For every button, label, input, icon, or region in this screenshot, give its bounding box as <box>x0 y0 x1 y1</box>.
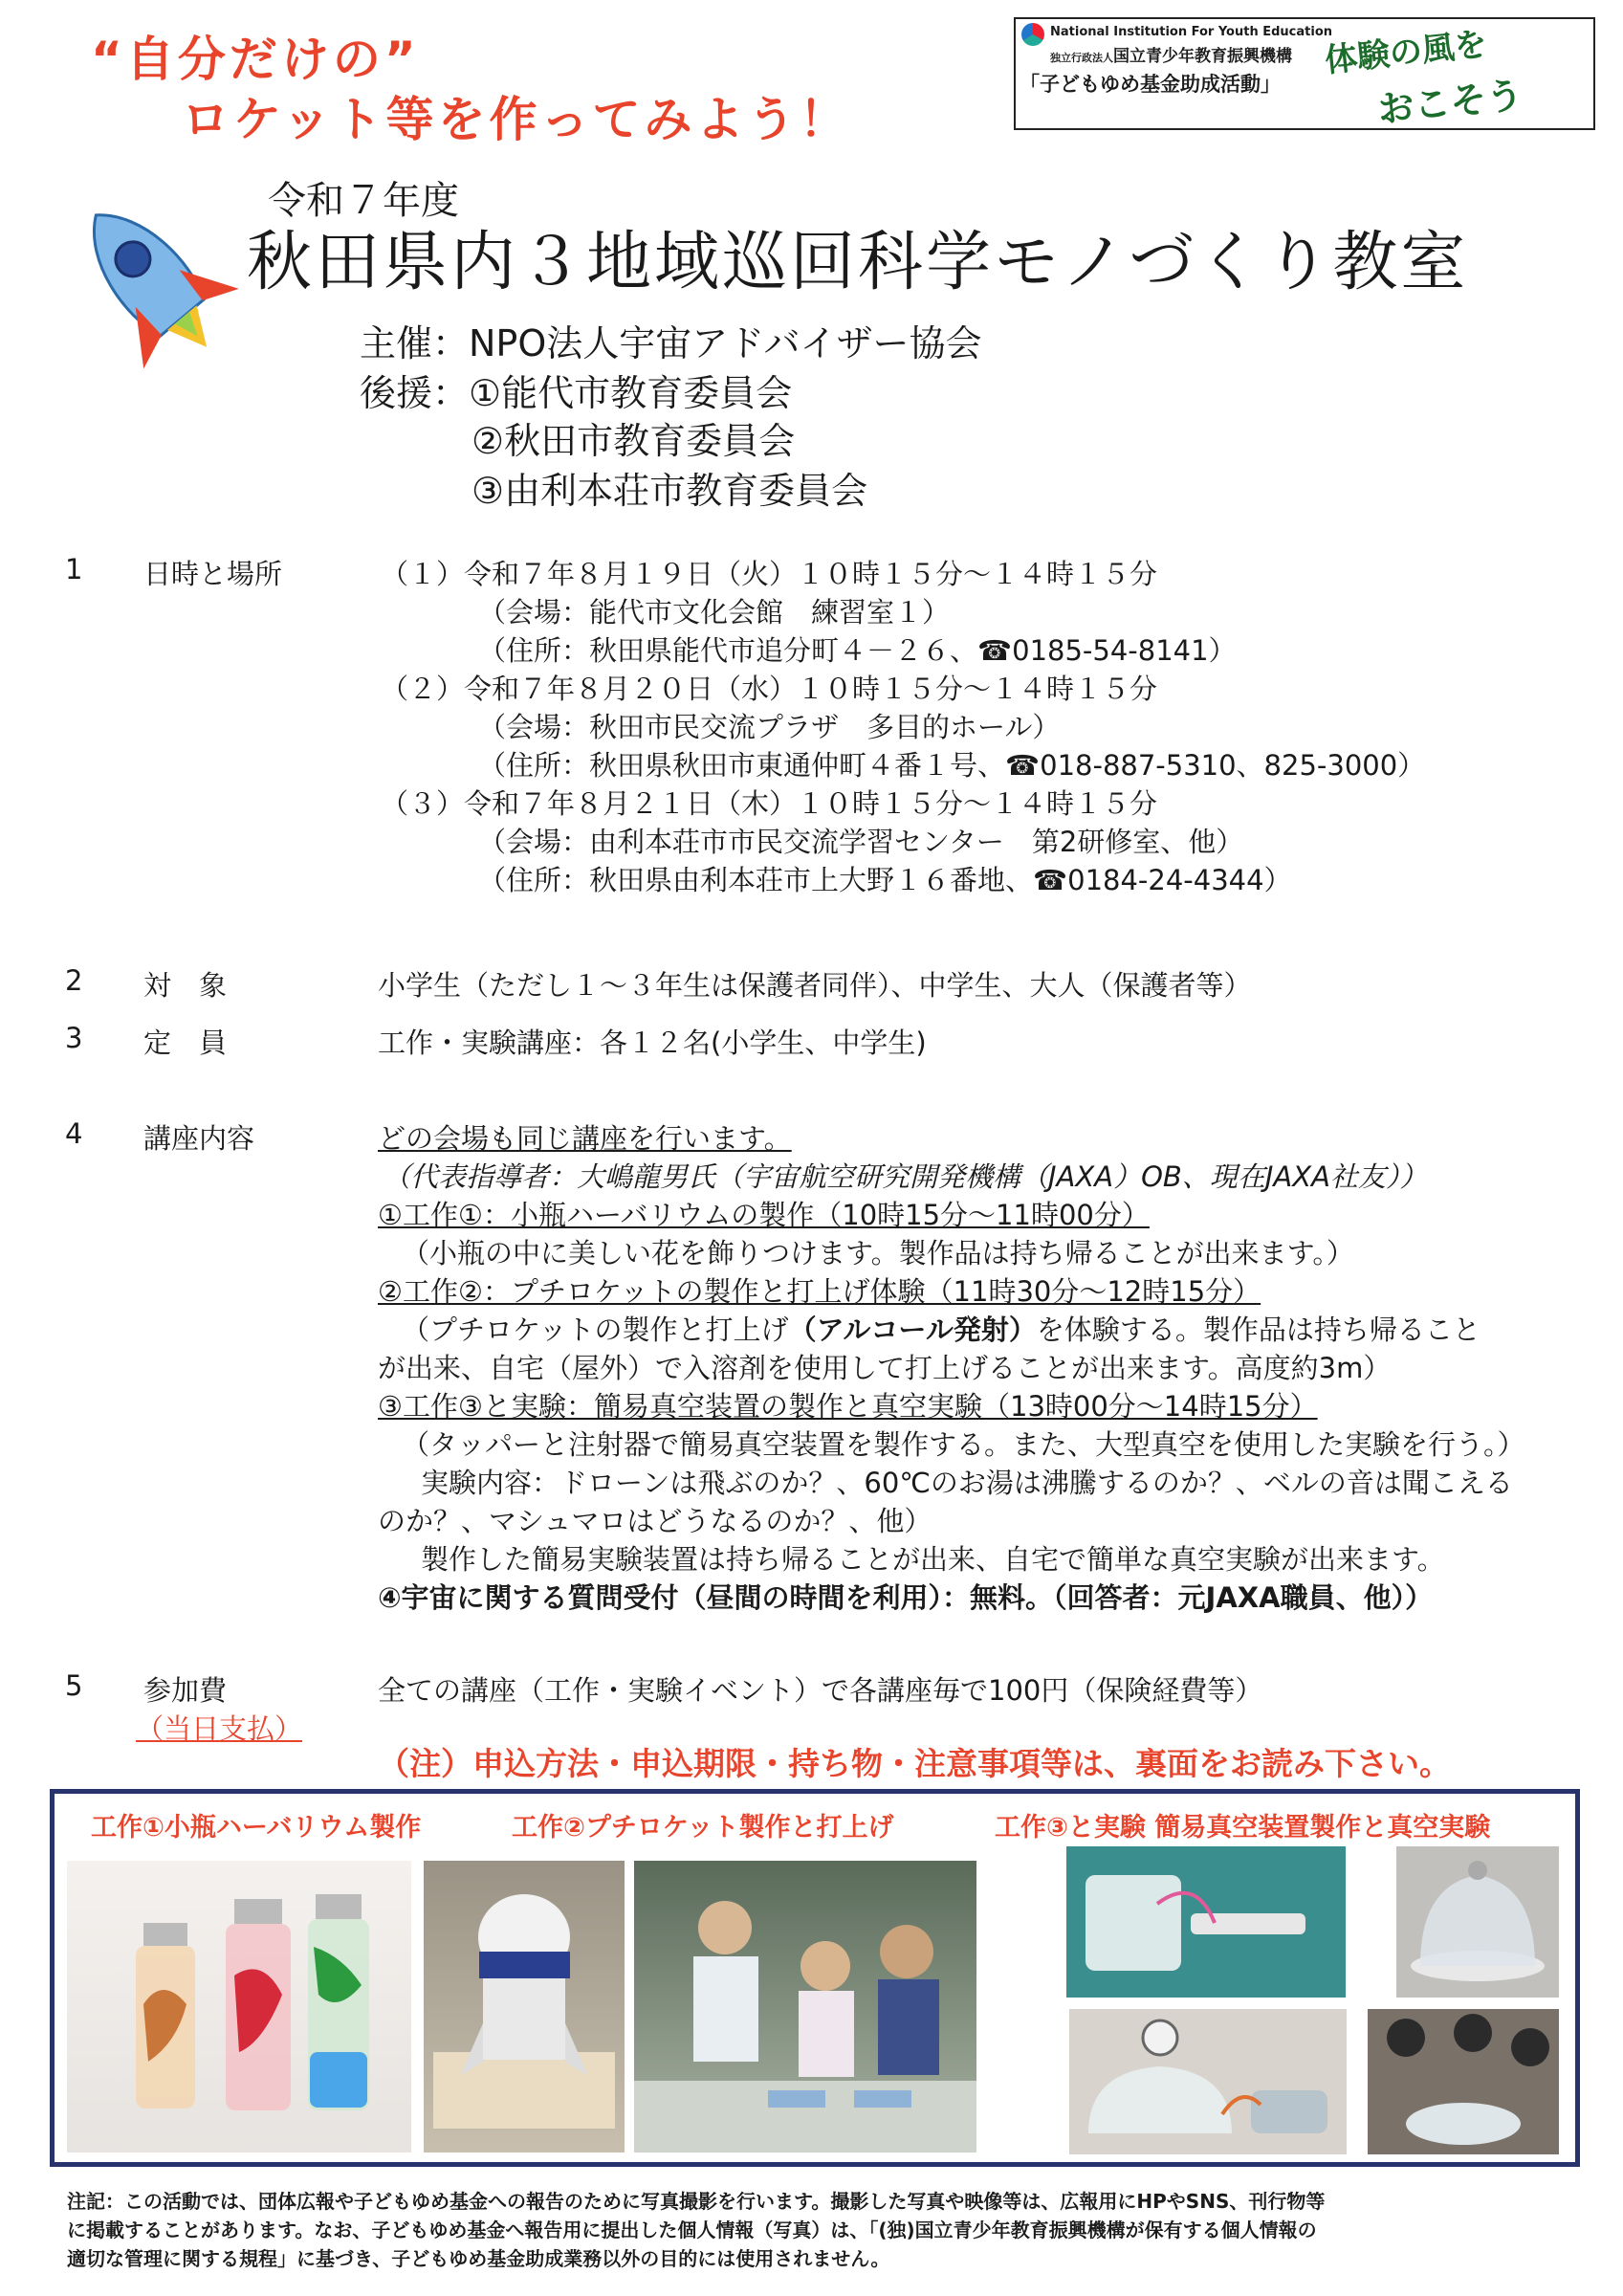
host-organizer: 主催：NPO法人宇宙アドバイザー協会 <box>360 322 982 364</box>
workshop-3-desc-line-1: （タッパーと注射器で簡易真空装置を製作する。また、大型真空を使用した実験を行う。） <box>402 1428 1525 1461</box>
experiment-children-photo <box>1368 2009 1559 2154</box>
page-title: 秋田県内３地域巡回科学モノづくり教室 <box>247 225 1469 300</box>
workshop-2-desc-line-2: が出来、自宅（屋外）で入溶剤を使用して打上げることが出来ます。高度約3m） <box>378 1352 1392 1384</box>
space-qa: ④宇宙に関する質問受付（昼間の時間を利用）：無料。（回答者：元JAXA職員、他）） <box>378 1581 1434 1614</box>
workshop-3-title: ③工作③と実験：簡易真空装置の製作と真空実験（13時00分～14時15分） <box>378 1390 1318 1423</box>
section-1-label: 日時と場所 <box>143 558 283 590</box>
herbarium-bottles-icon <box>67 1861 411 2152</box>
section-3-label: 定 員 <box>143 1027 228 1059</box>
workshop-1-title: ①工作①：小瓶ハーバリウムの製作（10時15分～11時00分） <box>378 1199 1150 1231</box>
title-year: 令和７年度 <box>268 179 459 223</box>
supporter-3: ③由利本荘市教育委員会 <box>472 470 868 512</box>
workshop-3-desc-line-4: 製作した簡易実験装置は持ち帰ることが出来、自宅で簡単な真空実験が出来ます。 <box>421 1543 1445 1576</box>
sponsor-prefix: 独立行政法人 <box>1050 52 1113 64</box>
vacuum-kit-photo <box>1066 1846 1346 1998</box>
herbarium-photo <box>67 1861 411 2152</box>
workshop-1-desc: （小瓶の中に美しい花を飾りつけます。製作品は持ち帰ることが出来ます。） <box>402 1237 1354 1269</box>
session-2-address: （住所：秋田県秋田市東通仲町４番１号、☎018-887-5310、825-3000） <box>478 749 1426 782</box>
tagline-line-1: “自分だけの” <box>91 32 420 87</box>
vacuum-pump-icon <box>1069 2009 1347 2154</box>
session-1-address: （住所：秋田県能代市追分町４－２６、☎0185-54-8141） <box>478 634 1237 667</box>
capacity: 工作・実験講座：各１２名(小学生、中学生) <box>378 1027 927 1059</box>
slogan-line-2: おこそう <box>1375 74 1525 131</box>
section-5-number: 5 <box>65 1669 83 1702</box>
photo-caption-2: 工作②プチロケット製作と打上げ <box>512 1813 894 1843</box>
target-audience: 小学生（ただし１～３年生は保護者同伴）、中学生、大人（保護者等） <box>378 969 1252 1002</box>
sponsor-logo-icon <box>1021 23 1044 46</box>
workshop-3-desc-line-3: のか？、マシュマロはどうなるのか？、他） <box>378 1505 932 1537</box>
session-3-address: （住所：秋田県由利本荘市上大野１６番地、☎0184-24-4344） <box>478 864 1292 896</box>
workshop-2-desc-line-1 <box>402 1309 1480 1348</box>
footer-note-line-1: 注記：この活動では、団体広報や子どもゆめ基金への報告のために写真撮影を行います。撮影した写真や映像等は、広報用にHPやSNS、刊行物等 <box>67 2190 1326 2213</box>
tagline-line-2: ロケット等を作ってみよう！ <box>182 92 851 147</box>
application-note: （注）申込方法・申込期限・持ち物・注意事項等は、裏面をお読み下さい。 <box>378 1745 1451 1782</box>
session-2-venue: （会場：秋田市民交流プラザ 多目的ホール） <box>478 711 1061 743</box>
session-1-venue: （会場：能代市文化会館 練習室１） <box>478 596 951 629</box>
workshop-2-desc-b: （アルコール発射） <box>788 1314 1037 1346</box>
footer-note-line-2: に掲載することがあります。なお、子どもゆめ基金へ報告用に提出した個人情報（写真）は、「(独)国立青少年教育振興機構が保有する個人情報の <box>67 2219 1317 2241</box>
rocket-icon <box>53 187 244 368</box>
section-4-label: 講座内容 <box>143 1122 255 1155</box>
participation-fee: 全ての講座（工作・実験イベント）で各講座毎で100円（保険経費等） <box>378 1674 1263 1707</box>
supporter-2: ②秋田市教育委員会 <box>472 420 796 462</box>
instructor: （代表指導者：大嶋龍男氏（宇宙航空研究開発機構（JAXA）OB、現在JAXA社友）） <box>383 1160 1428 1193</box>
sponsor-name-en: National Institution For Youth Education <box>1050 25 1333 39</box>
slogan-line-1: 体験の風を <box>1323 25 1489 80</box>
workshop-2-desc-c: を体験する。製作品は持ち帰ること <box>1036 1314 1480 1346</box>
children-experiment-icon <box>1368 2009 1559 2154</box>
course-intro: どの会場も同じ講座を行います。 <box>378 1122 792 1155</box>
photo-caption-3: 工作③と実験 簡易真空装置製作と真空実験 <box>995 1813 1491 1843</box>
workshop-2-desc-a: （プチロケットの製作と打上げ <box>402 1314 789 1346</box>
photo-caption-1: 工作①小瓶ハーバリウム製作 <box>91 1813 422 1843</box>
section-4-number: 4 <box>65 1117 83 1150</box>
vacuum-pump-photo <box>1069 2009 1347 2154</box>
session-3-venue: （会場：由利本荘市市民交流学習センター 第2研修室、他） <box>478 826 1244 858</box>
section-1-number: 1 <box>65 553 83 585</box>
children-launch-icon <box>634 1861 976 2152</box>
footer-note-line-3: 適切な管理に関する規程」に基づき、子どもゆめ基金助成業務以外の目的には使用されません。 <box>67 2247 890 2270</box>
workshop-2-title: ②工作②：プチロケットの製作と打上げ体験（11時30分～12時15分） <box>378 1275 1261 1308</box>
session-2-datetime: （２）令和７年８月２０日（水）１０時１５分～１４時１５分 <box>381 673 1158 705</box>
workshop-3-desc-line-2: 実験内容：ドローンは飛ぶのか？、60℃のお湯は沸騰するのか？、ベルの音は聞こえる <box>421 1467 1513 1499</box>
bell-jar-photo <box>1396 1846 1559 1998</box>
section-2-label: 対 象 <box>143 969 228 1002</box>
section-5-label: 参加費 <box>143 1674 228 1707</box>
sponsor-name-jp <box>1050 42 1292 66</box>
tupperware-syringe-icon <box>1066 1846 1346 1998</box>
sponsor-name: 国立青少年教育振興機構 <box>1113 47 1292 66</box>
petit-rocket-icon <box>424 1861 625 2152</box>
session-1-datetime: （１）令和７年８月１９日（火）１０時１５分～１４時１５分 <box>381 558 1158 590</box>
section-2-number: 2 <box>65 964 83 997</box>
bell-jar-icon <box>1396 1846 1559 1998</box>
session-3-datetime: （３）令和７年８月２１日（木）１０時１５分～１４時１５分 <box>381 787 1158 820</box>
petit-rocket-photo <box>424 1861 625 2152</box>
program-name: 「子どもゆめ基金助成活動」 <box>1020 73 1281 96</box>
launch-class-photo <box>634 1861 976 2152</box>
supporter-1: 後援：①能代市教育委員会 <box>360 372 793 414</box>
payment-timing: （当日支払） <box>136 1712 303 1745</box>
section-3-number: 3 <box>65 1022 83 1054</box>
